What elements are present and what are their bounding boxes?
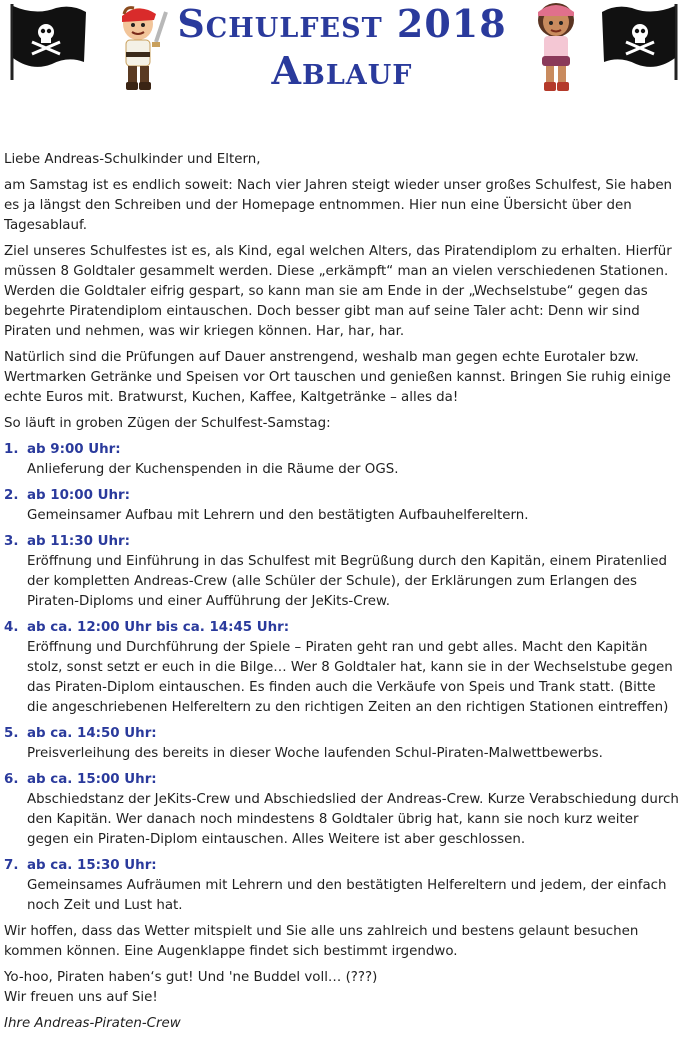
page-title: Schulfest 2018: [177, 1, 507, 46]
schedule-item: [4, 532, 680, 612]
schedule-item: [4, 440, 680, 480]
schedule-list: [4, 440, 680, 916]
closing-line-2: Wir freuen uns auf Sie!: [4, 990, 158, 1005]
pirate-flag-icon: [6, 2, 88, 82]
pirate-flag-icon: [600, 2, 682, 82]
schedule-item-time: ab ca. 15:30 Uhr:: [27, 858, 157, 873]
schedule-item-time: ab ca. 15:00 Uhr:: [27, 772, 157, 787]
paragraph-intro: am Samstag ist es endlich soweit: Nach vier Jahren steigt wieder unser großes Schulfest, Sie haben es ja längst den Schreiben und der Homepage entnommen. Hier nun eine Übersicht über den Tagesablauf.: [4, 178, 673, 233]
closing-lines: [4, 968, 680, 1008]
schedule-item-time: ab 9:00 Uhr:: [27, 442, 121, 457]
schedule-item-time: ab ca. 14:50 Uhr:: [27, 726, 157, 741]
schedule-item-text: Anlieferung der Kuchenspenden in die Räume der OGS.: [27, 462, 399, 477]
schedule-item-number: 5.: [4, 726, 19, 741]
schedule-item-number: 3.: [4, 534, 19, 549]
schedule-item-text: Gemeinsamer Aufbau mit Lehrern und den bestätigten Aufbauhelfereltern.: [27, 508, 529, 523]
schedule-item-text: Gemeinsames Aufräumen mit Lehrern und den bestätigten Helfereltern und jedem, der einfach noch Zeit und Lust hat.: [27, 878, 667, 913]
schedule-item: [4, 856, 680, 916]
closing-paragraph: Wir hoffen, dass das Wetter mitspielt und Sie alle uns zahlreich und bestens gelaunt besuchen kommen können. Eine Augenklappe findet sich bestimmt irgendwo.: [4, 924, 639, 959]
letter-body: [4, 150, 680, 1040]
schedule-item-number: 6.: [4, 772, 19, 787]
schedule-item-number: 1.: [4, 442, 19, 457]
schedule-item: [4, 486, 680, 526]
schedule-item-number: 4.: [4, 620, 19, 635]
schedule-item-time: ab 10:00 Uhr:: [27, 488, 130, 503]
schedule-item-text: Abschiedstanz der JeKits-Crew und Abschiedslied der Andreas-Crew. Kurze Verabschiedung durch den Kapitän. Wer danach noch mindestens 8 Goldtaler übrig hat, kann sie noch kurz weiter gegen ein Piraten-Diplom eintauschen. Alles Weitere ist aber geschlossen.: [27, 792, 679, 847]
schedule-item-time: ab ca. 12:00 Uhr bis ca. 14:45 Uhr:: [27, 620, 290, 635]
schedule-item-text: Preisverleihung des bereits in dieser Woche laufenden Schul-Piraten-Malwettbewerbs.: [27, 746, 603, 761]
page-subtitle: Ablauf: [271, 48, 413, 93]
schedule-item-number: 7.: [4, 858, 19, 873]
paragraph-food: Natürlich sind die Prüfungen auf Dauer anstrengend, weshalb man gegen echte Eurotaler bzw. Wertmarken Getränke und Speisen vor Ort tauschen und genießen kannst. Bringen Sie ruhig einige echte Euros mit. Bratwurst, Kuchen, Kaffee, Kaltgetränke – alles da!: [4, 350, 671, 405]
pirate-girl-illustration: [524, 0, 590, 96]
schedule-intro: So läuft in groben Zügen der Schulfest-Samstag:: [4, 416, 331, 431]
schedule-item: [4, 770, 680, 850]
greeting: Liebe Andreas-Schulkinder und Eltern,: [4, 152, 261, 167]
schedule-item-text: Eröffnung und Einführung in das Schulfest mit Begrüßung durch den Kapitän, einem Piratenlied der kompletten Andreas-Crew (alle Schüler der Schule), der Erklärungen zum Erlangen des Piraten-Diploms und einer Aufführung der JeKits-Crew.: [27, 554, 667, 609]
schedule-item-text: Eröffnung und Durchführung der Spiele – Piraten geht ran und gebt alles. Macht den Kapitän stolz, sonst setzt er euch in die Bilge… Wer 8 Goldtaler hat, kann sie in der Wechselstube gegen das Piraten-Diplom eintauschen. Es finden auch die Verkäufe von Speis und Trank statt. (Bitte die angeschriebenen Helfereltern zu den richtigen Zeiten an den richtigen Stationen eintreffen): [27, 640, 673, 715]
paragraph-goal: Ziel unseres Schulfestes ist es, als Kind, egal welchen Alters, das Piratendiplom zu erhalten. Hierfür müssen 8 Goldtaler gesammelt werden. Diese „erkämpft“ man an vielen verschiedenen Stationen. Werden die Goldtaler eifrig gespart, so kann man sie am Ende in der „Wechselstube“ gegen das begehrte Piratendiplom eintauschen. Doch besser gibt man auf seine Taler acht: Denn wir sind Piraten und nehmen, was wir kriegen können. Har, har, har.: [4, 244, 672, 339]
schedule-item: [4, 618, 680, 718]
page-header: [0, 0, 684, 110]
schedule-item: [4, 724, 680, 764]
closing-line-1: Yo-hoo, Piraten haben‘s gut! Und 'ne Buddel voll… (???): [4, 970, 378, 985]
schedule-item-time: ab 11:30 Uhr:: [27, 534, 130, 549]
signature: Ihre Andreas-Piraten-Crew: [4, 1016, 181, 1031]
schedule-item-number: 2.: [4, 488, 19, 503]
